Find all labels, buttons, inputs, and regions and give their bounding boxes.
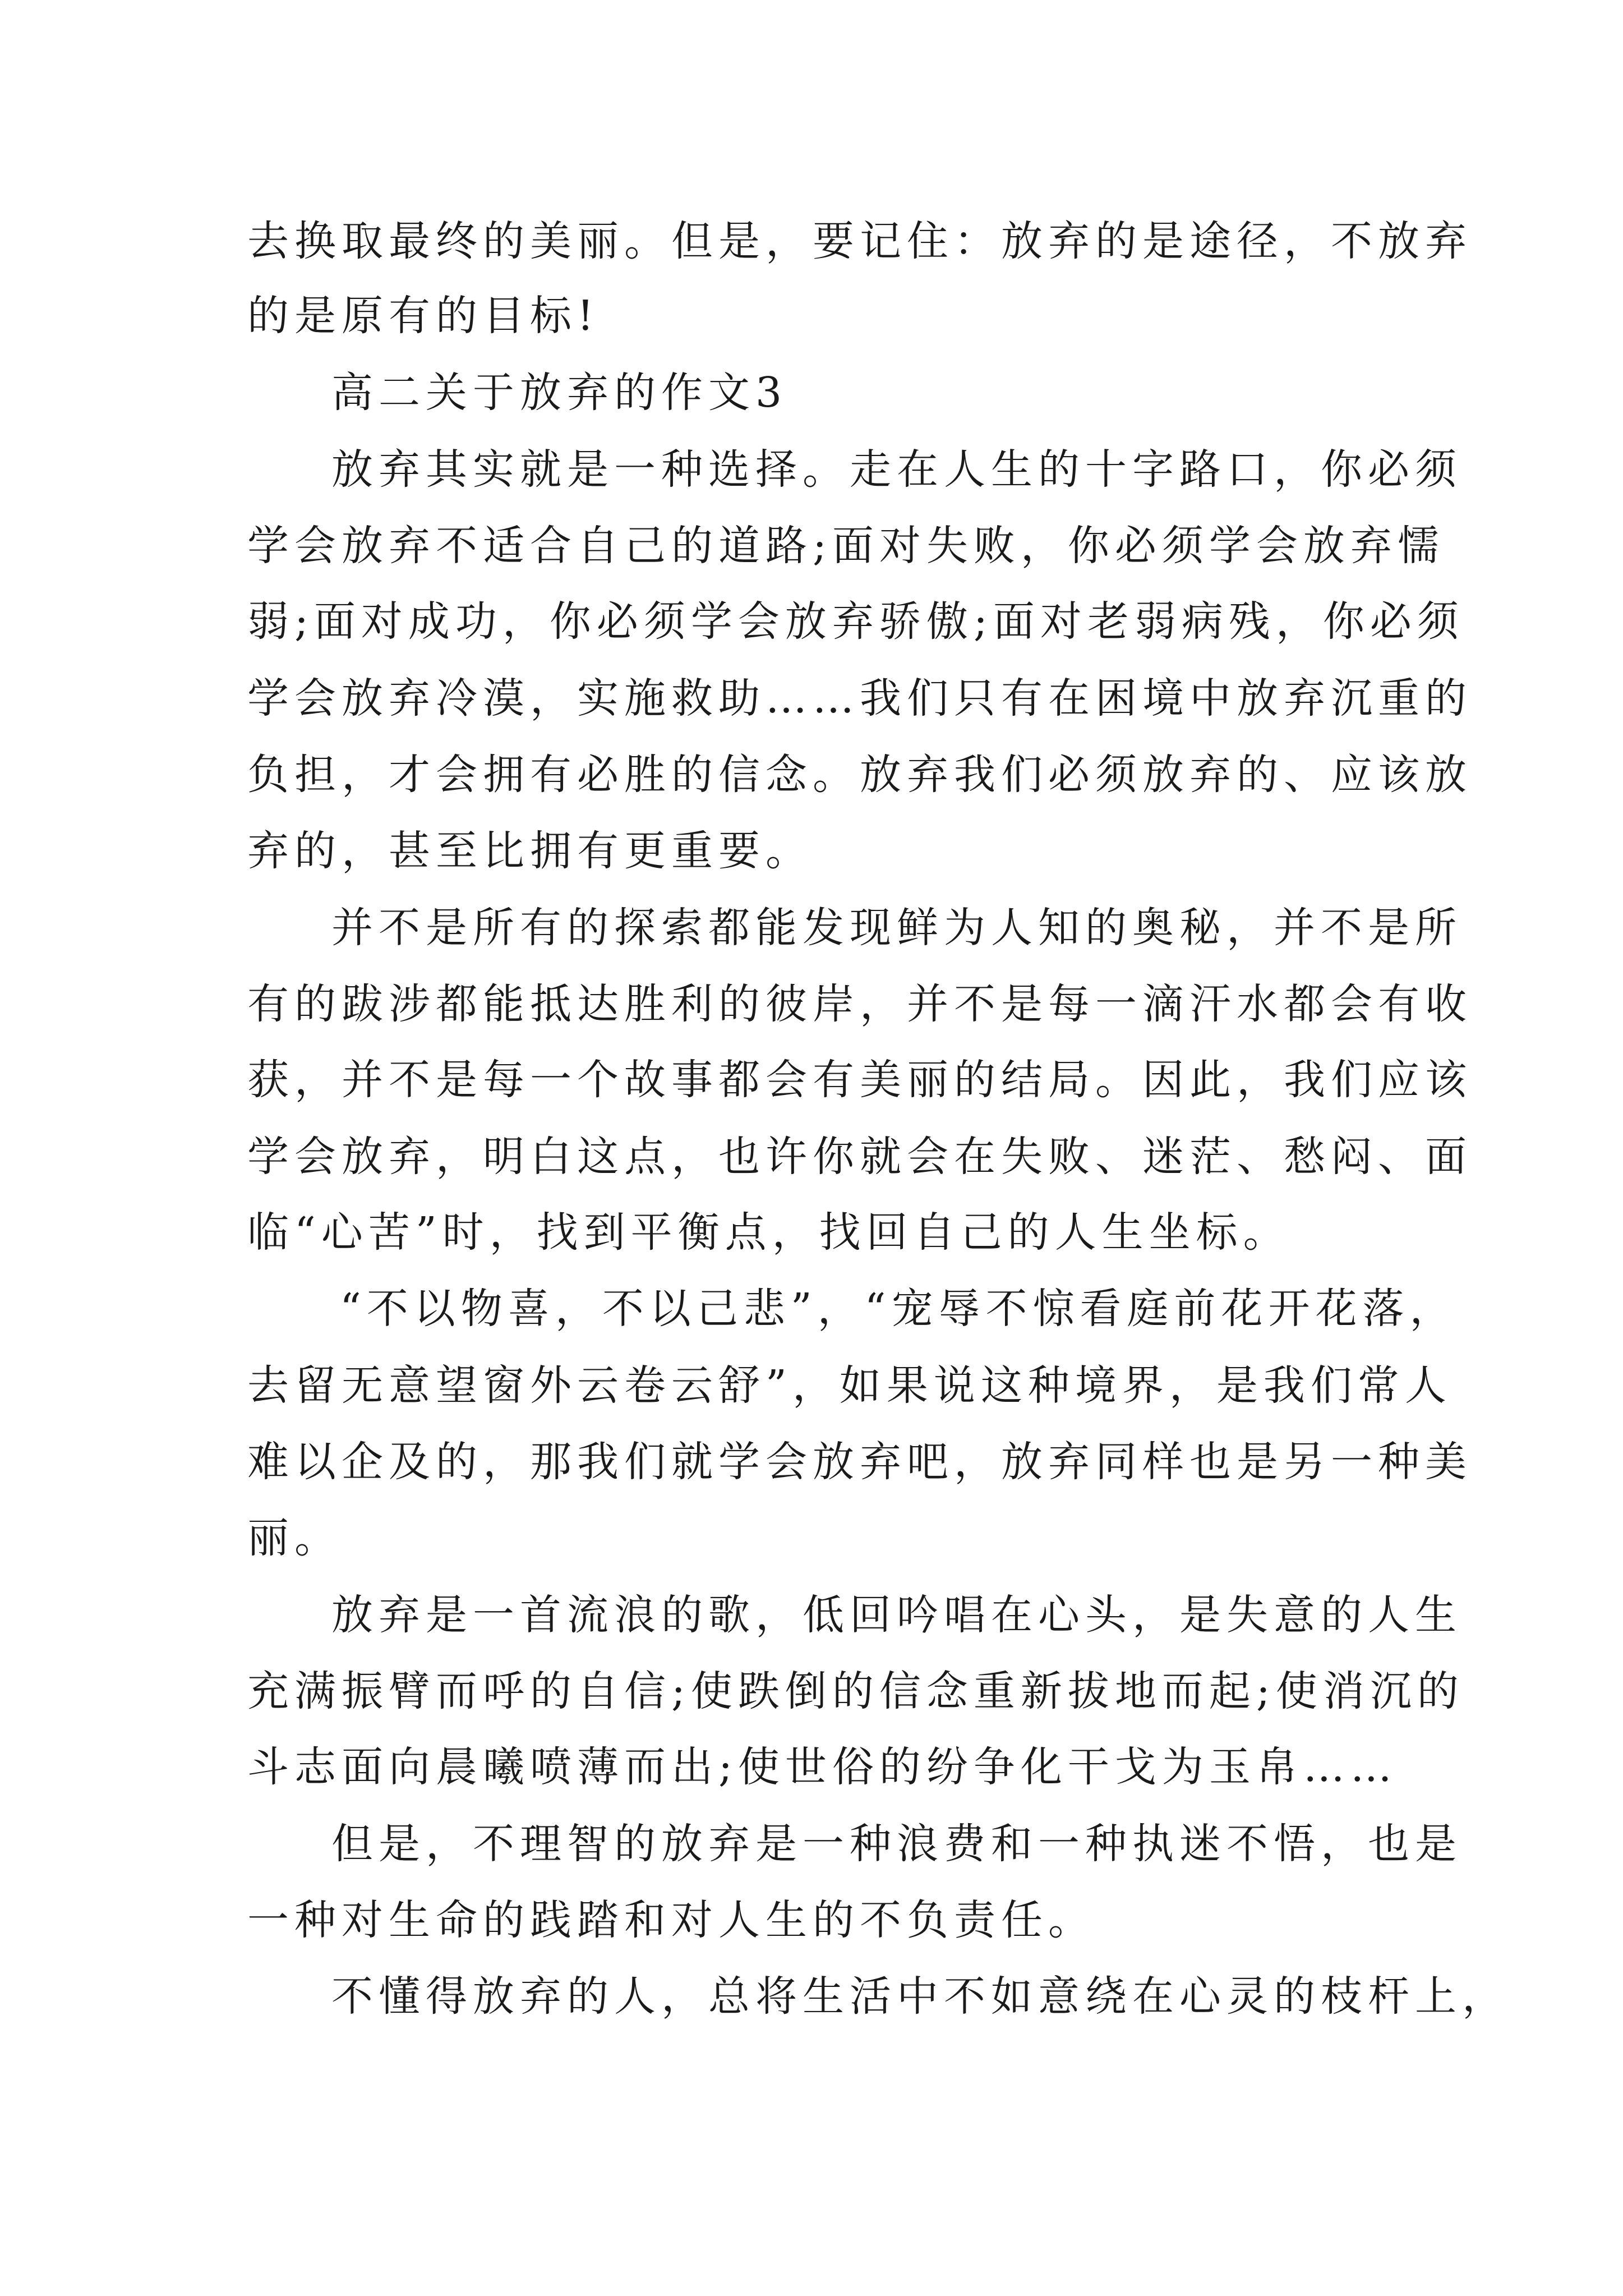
text-line: 放弃其实就是一种选择。走在人生的十字路口，你必须 [331, 445, 1462, 494]
text-line: 放弃是一首流浪的歌，低回吟唱在心头，是失意的人生 [331, 1591, 1462, 1639]
text-line: 学会放弃，明白这点，也许你就会在失败、迷茫、愁闷、面 [247, 1133, 1472, 1181]
text-line: 获，并不是每一个故事都会有美丽的结局。因此，我们应该 [247, 1056, 1472, 1104]
text-line: 临“心苦”时，找到平衡点，找回自己的人生坐标。 [247, 1208, 1290, 1257]
text-line: 负担，才会拥有必胜的信念。放弃我们必须放弃的、应该放 [247, 751, 1472, 799]
text-line: 斗志面向晨曦喷薄而出;使世俗的纷争化干戈为玉帛…… [247, 1743, 1398, 1791]
text-line: 有的跋涉都能抵达胜利的彼岸，并不是每一滴汗水都会有收 [247, 980, 1472, 1028]
text-line: 去换取最终的美丽。但是，要记住：放弃的是途径，不放弃 [247, 217, 1472, 265]
text-line: 一种对生命的践踏和对人生的不负责任。 [247, 1896, 1095, 1944]
text-line: 但是，不理智的放弃是一种浪费和一种执迷不悟，也是 [331, 1820, 1462, 1868]
text-line: 充满振臂而呼的自信;使跌倒的信念重新拔地而起;使消沉的 [247, 1667, 1464, 1715]
section-heading: 高二关于放弃的作文3 [331, 369, 788, 417]
text-line: 并不是所有的探索都能发现鲜为人知的奥秘，并不是所 [331, 904, 1462, 952]
text-line: 的是原有的目标! [247, 292, 600, 340]
text-line: “不以物喜，不以己悲”，“宠辱不惊看庭前花开花落， [340, 1285, 1457, 1333]
text-line: 丽。 [247, 1514, 342, 1562]
text-line: 学会放弃不适合自己的道路;面对失败，你必须学会放弃懦 [247, 522, 1445, 570]
text-line: 弱;面对成功，你必须学会放弃骄傲;面对老弱病残，你必须 [247, 597, 1464, 646]
text-line: 不懂得放弃的人，总将生活中不如意绕在心灵的枝杆上， [331, 1972, 1509, 2021]
text-line: 去留无意望窗外云卷云舒”，如果说这种境界，是我们常人 [247, 1361, 1452, 1410]
text-line: 学会放弃冷漠，实施救助……我们只有在困境中放弃沉重的 [247, 674, 1472, 723]
text-line: 难以企及的，那我们就学会放弃吧，放弃同样也是另一种美 [247, 1438, 1472, 1486]
text-line: 弃的，甚至比拥有更重要。 [247, 827, 813, 875]
